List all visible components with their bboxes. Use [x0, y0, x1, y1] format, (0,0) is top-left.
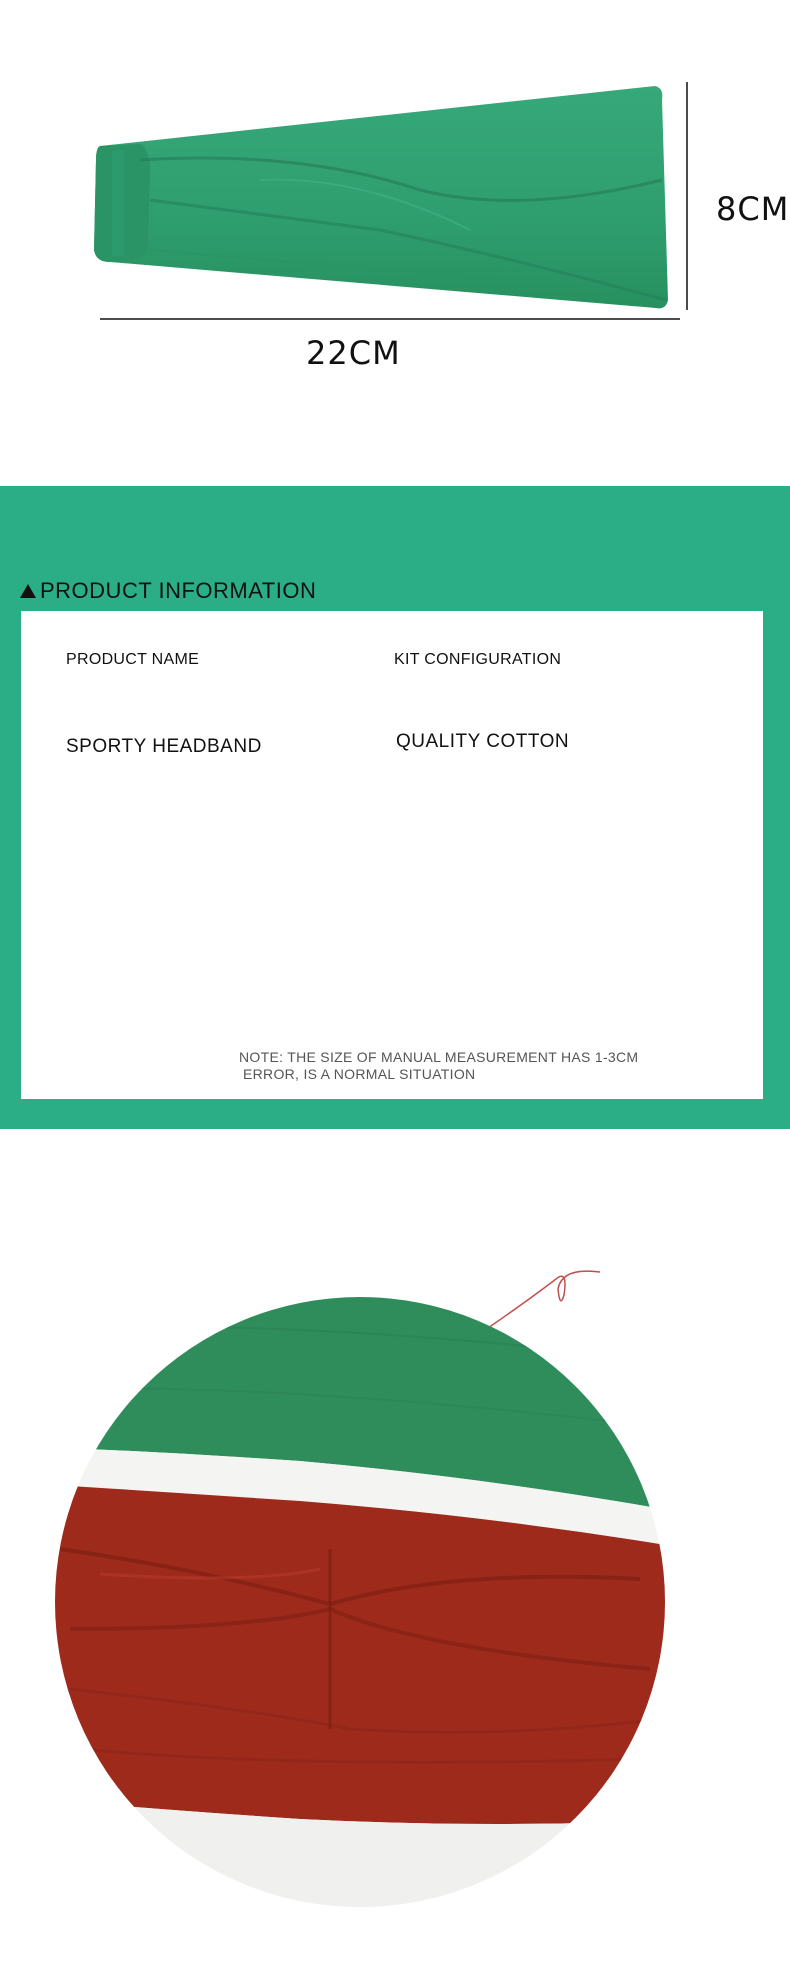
zoom-circle: [40, 1289, 690, 1929]
kit-configuration-value: QUALITY COTTON: [396, 731, 570, 752]
decorative-swirl: [488, 1271, 600, 1328]
kit-configuration-label: KIT CONFIGURATION: [394, 651, 562, 668]
fabric-detail-image: [0, 1129, 790, 1961]
product-name-value: SPORTY HEADBAND: [66, 736, 262, 757]
product-info-heading: [20, 578, 316, 604]
triangle-up-icon: [20, 584, 36, 598]
product-name-label: PRODUCT NAME: [66, 651, 200, 668]
height-label: 8CM: [716, 190, 790, 228]
product-info-title: PRODUCT INFORMATION: [40, 578, 317, 603]
product-info-card: [21, 611, 763, 1099]
measurement-note-line-1: NOTE: THE SIZE OF MANUAL MEASUREMENT HAS 1-3CM: [239, 1049, 639, 1065]
dimension-section: [0, 0, 790, 486]
fabric-detail-section: [0, 1129, 790, 1961]
measurement-note: [239, 1049, 659, 1083]
measurement-note-line-2: ERROR, IS A NORMAL SITUATION: [243, 1066, 476, 1082]
headband-shape: [94, 86, 668, 308]
product-info-section: [0, 486, 790, 1129]
width-label: 22CM: [306, 334, 401, 372]
headband-illustration: [0, 0, 790, 486]
